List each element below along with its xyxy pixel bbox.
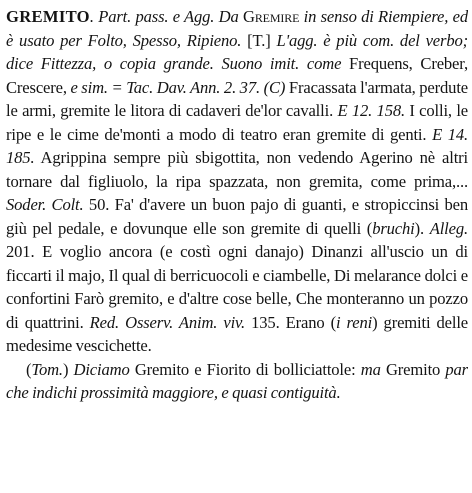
note-author: Tom. xyxy=(31,359,63,379)
note-text: ( xyxy=(26,359,32,379)
note-text: Gremito e Fiorito di bolliciattole: xyxy=(129,359,361,379)
citation-quote: Fracassata l'armata, perdute le armi, gremite le litora di cadaveri de'lor cavalli. xyxy=(6,77,468,120)
citation-quote: Agrippina sempre più sbigottita, non vedendo Agerino nè altri tornare dal figliuolo, la ripa spazzata, non gremita, come prima,... xyxy=(6,148,468,191)
citation-source: Red. Osserv. Anim. viv. xyxy=(89,312,246,332)
note-text: Gremito xyxy=(380,359,446,379)
citation-quote: ). xyxy=(414,218,430,238)
gloss-word: bruchi xyxy=(372,218,415,238)
citation-quote: ) gremiti delle medesime vescichette. xyxy=(6,312,468,355)
citation-quote: 201. E voglio ancora (e costì ogni danajo) Dinanzi all'uscio un di ficcarti il majo, Il qual di berricuocoli e ciambelle, Di melarance dolci e confortini Farò gremito, e d'altre cose belle, Che monteranno un pozzo di quattrini. xyxy=(6,242,468,332)
note-text: ) xyxy=(62,359,74,379)
note-text-italic: par che indichi prossimità maggiore, e quasi contiguità. xyxy=(6,359,468,402)
usage-note: L'agg. è più com. del verbo; dice Fittezza, o copia grande. Suono imit. come xyxy=(6,30,468,73)
cross-reference-word: Gremire xyxy=(243,7,300,26)
entry-paragraph-note xyxy=(6,358,468,405)
citation-quote: 135. Erano ( xyxy=(245,312,336,332)
citation-source: Soder. Colt. xyxy=(6,195,84,214)
citation-source: E 14. 185. xyxy=(6,124,468,167)
dictionary-page xyxy=(6,5,468,489)
entry-headword: GREMITO xyxy=(6,7,90,26)
citation-source: e sim. = Tac. Dav. Ann. 2. 37. (C) xyxy=(66,77,286,97)
definition-grammar-text: . Part. pass. e Agg. Da xyxy=(89,7,243,26)
citation-quote: I colli, le ripe e le cime de'monti a modo di teatro eran gremite di genti. xyxy=(6,101,468,144)
citation-source: Alleg. xyxy=(429,218,468,238)
latin-equivalents: Frequens, Creber, Crescere, xyxy=(6,54,468,97)
editor-marker: [T.] xyxy=(247,30,271,50)
note-text-italic: Diciamo xyxy=(73,359,130,379)
definition-text: in senso di Riempiere, ed è usato per Folto, Spesso, Ripieno. xyxy=(6,7,468,50)
note-text-italic: ma xyxy=(360,359,381,379)
citation-quote: 50. Fa' d'avere un buon pajo di guanti, e stropiccinsi ben giù pel pedale, e dovunque elle son gremite di quelli ( xyxy=(6,195,468,238)
citation-source: E 12. 158. xyxy=(337,101,405,120)
gloss-word: i reni xyxy=(336,312,373,332)
entry-paragraph-definition xyxy=(6,5,468,358)
